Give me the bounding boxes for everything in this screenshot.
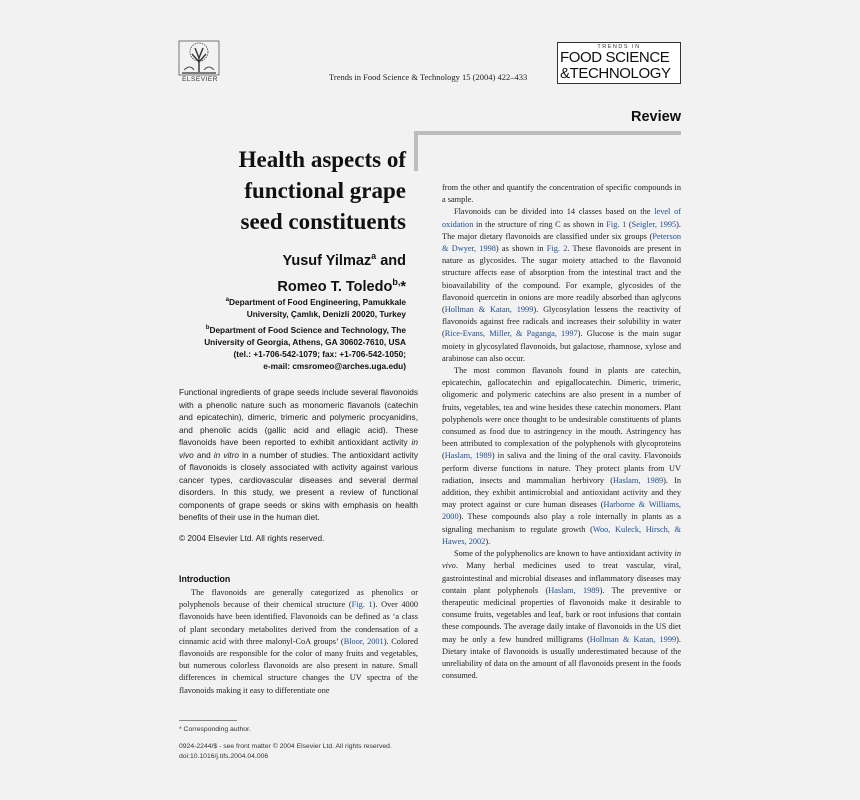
abstract-span: in a number of studies. The antioxidant activity of flavonoids is closely associated with activity against various cancer types, cardiovascular diseases and several dermal disorders. In this study, we present a review of functional components of grape seeds or skins with emphasis on health benefits of their use in the human diet.: [179, 449, 418, 522]
text-span: Flavonoids can be divided into 14 classes based on the: [454, 207, 655, 217]
citation-link[interactable]: Haslam, 1989: [612, 475, 664, 485]
citation-link[interactable]: Hollman & Katan, 1999: [589, 634, 677, 644]
article-title: [190, 144, 406, 237]
text-span: The most common flavanols found in plants are catechin, epicatechin, gallocatechin and epigallocatechin. Dimeric, trimeric, oligomeric and polymeric catechins are also present in a number of fruits, vegetables, tea and wine besides these catechin monomers. Plant polyphenols were once thought to be undesirable constituents of plants consumed as food due to astringency in the mouth. Astringency has been attributed to complexation of the polyphenols with glycoproteins (: [442, 366, 681, 461]
journal-logo-line2: &TECHNOLOGY: [560, 65, 671, 82]
text-span: . These flavonoids are present in nature as glycosides. The sugar moiety attached to the flavonoid structure affects ease of absorption from the intestinal tract and the bioavailability of the compound. For example, glycosides of the flavonoid quercetin in onions are more readily absorbed than aglycons (: [442, 244, 681, 315]
text-span: (: [626, 219, 632, 229]
affiliation-line: [180, 294, 406, 308]
affiliation-line: [180, 322, 406, 336]
abstract-italic: in vitro: [213, 449, 239, 460]
corresponding-star: *: [400, 278, 406, 295]
front-matter-line: 0924-2244/$ - see front matter © 2004 Elsevier Ltd. All rights reserved.: [179, 743, 392, 750]
journal-citation: Trends in Food Science & Technology 15 (2004) 422–433: [329, 72, 528, 82]
text-span: ). These compounds also play a role internally in plants as a signaling mechanism to regulate growth (: [442, 512, 681, 534]
author-line-1: [220, 246, 406, 272]
title-line: functional grape: [244, 178, 406, 203]
citation-link[interactable]: level of oxidation: [442, 207, 681, 229]
paragraph: from the other and quantify the concentration of specific compounds in a sample.: [442, 183, 681, 205]
affiliation-line: University of Georgia, Athens, GA 30602-7610, USA: [204, 336, 406, 347]
citation-link[interactable]: Rice-Evans, Miller, & Paganga, 1997: [444, 329, 578, 339]
affil-mark: b: [205, 324, 210, 331]
text-span: Some of the polyphenolics are known to have antioxidant activity: [454, 549, 675, 559]
authors: [220, 246, 406, 298]
text-span: in the structure of ring C as shown in: [473, 219, 607, 229]
citation-link[interactable]: Peterson & Dwyer, 1998: [442, 231, 681, 254]
citation-link[interactable]: Haslam, 1989: [548, 585, 600, 595]
figure-link[interactable]: Fig. 2: [546, 244, 568, 254]
journal-logo-line1: FOOD SCIENCE: [560, 49, 670, 66]
author-affil-mark: a: [371, 251, 377, 261]
text-span: ). The major dietary flavonoids are classified under six groups (: [442, 219, 682, 241]
header-rule-horizontal: [414, 131, 681, 135]
figure-link[interactable]: Fig. 1: [606, 219, 627, 229]
right-column: [442, 182, 681, 682]
abstract-italic: in vivo: [179, 437, 418, 460]
figure-link[interactable]: Fig. 1: [351, 600, 373, 610]
text-span: ). Dietary intake of flavonoids is usually underestimated because of the unreliability of data on the amount of all flavonoids present in the foods consumed.: [442, 634, 681, 681]
footnote-rule: [179, 720, 237, 721]
text-span: ). Glucose is the main sugar moiety in glycosylated flavonoids, but galactose, rhamnose, xylose and arabinose can also occur.: [442, 329, 681, 363]
citation-link[interactable]: Haslam, 1989: [444, 451, 492, 461]
text-span: ). The preventive or therapeutic medicinal properties of flavonoids make it desirable to consume fruits, vegetables and leaf, bark or root infusions that contain these compounds. The average daily intake of flavonoids in the US diet may be only a few hundred milligrams (: [442, 585, 681, 644]
paragraph: [442, 206, 681, 365]
title-line: Health aspects of: [238, 147, 406, 172]
abstract-span: and: [193, 449, 214, 460]
title-line: seed constituents: [240, 209, 406, 234]
text-span: ). Colored flavonoids are responsible for the color of many fruits and vegetables, but numerous colorless flavonoids are also present in nature. Small differences in chemical structure changes the UV spectra of the flavonoids making it easy to differentiate one: [179, 636, 418, 695]
italic-term: in vivo: [442, 549, 681, 571]
text-span: ). Over 4000 flavonoids have been identified. Flavonoids can be defined as ‘a class of plant secondary metabolites derived from the condensation of a cinnamic acid with three malonyl-CoA groups’ (: [179, 600, 418, 646]
affiliation-line: University, Çamlık, Denizli 20020, Turkey: [246, 308, 406, 319]
paragraph: [442, 548, 681, 682]
affiliation-text: Department of Food Engineering, Pamukkale: [228, 296, 406, 307]
publisher-wordmark: ELSEVIER: [182, 76, 218, 83]
citation-link[interactable]: Bloor, 2001: [343, 636, 384, 646]
author-affil-mark: b,: [392, 276, 401, 287]
affiliations: [180, 294, 406, 372]
text-span: The flavonoids are generally categorized as phenolics or polyphenols because of their chemical structure (: [179, 588, 418, 610]
abstract-text: [179, 386, 418, 524]
doi: doi:10.1016/j.tifs.2004.04.006: [179, 752, 269, 760]
author-name: Yusuf Yilmaz: [282, 252, 372, 269]
journal-logo-name: [560, 50, 678, 82]
author-and: and: [376, 252, 406, 269]
affil-mark: a: [225, 297, 229, 303]
citation-link[interactable]: Hollman & Katan, 1999: [444, 305, 534, 315]
text-span: ). In addition, they exhibit antimicrobial and antioxidant activity and they may protect against or cure human diseases (: [442, 475, 682, 510]
front-matter: [179, 742, 392, 761]
text-span: ).: [485, 536, 491, 546]
affiliation-line: (tel.: +1-706-542-1079; fax: +1-706-542-1050;: [233, 348, 406, 359]
affiliation-text: Department of Food Science and Technology, The: [209, 324, 406, 335]
citation-link[interactable]: Woo, Kuleck, Hirsch, & Hawes, 2002: [442, 524, 681, 546]
citation-link[interactable]: Seigler, 1995: [631, 219, 677, 229]
journal-logo-top: TRENDS IN: [597, 44, 641, 50]
paragraph: [442, 365, 681, 548]
intro-paragraph: [179, 587, 418, 697]
citation-link[interactable]: Harborne & Williams, 2000: [442, 500, 681, 522]
section-heading: Introduction: [179, 574, 231, 584]
journal-logo: [557, 42, 681, 84]
text-span: ) in saliva and the lining of the oral cavity. Flavonoids perform diverse functions in nature. They protect plants from UV radiation, insects and mammalian herbivory (: [442, 451, 681, 485]
affiliation-line: e-mail: cmsromeo@arches.uga.edu): [263, 360, 406, 371]
section-label: Review: [631, 109, 681, 125]
abstract-span: Functional ingredients of grape seeds include several flavonoids with a phenolic nature such as monomeric flavanols (catechin and epicatechin), dimeric, trimeric and polymeric procyanidins, and phenolic acids (gallic acid and ellagic acid). These flavonoids have been reported to exhibit antioxidant activity: [179, 387, 418, 447]
corresponding-footnote: * Corresponding author.: [179, 726, 251, 733]
author-name: Romeo T. Toledo: [277, 278, 393, 295]
text-span: ) as shown in: [495, 244, 547, 254]
header-rule-vertical: [414, 131, 418, 171]
abstract: [179, 386, 418, 524]
text-span: . Many herbal medicines used to treat vascular, viral, gastrointestinal and microbial diseases and inflammatory diseases may contain plant polyphenols (: [442, 561, 681, 595]
abstract-copyright: © 2004 Elsevier Ltd. All rights reserved.: [179, 533, 325, 543]
text-span: ). Glycosylation lessens the reactivity of flavonoids against free radicals and increases their solubility in water (: [442, 305, 681, 339]
